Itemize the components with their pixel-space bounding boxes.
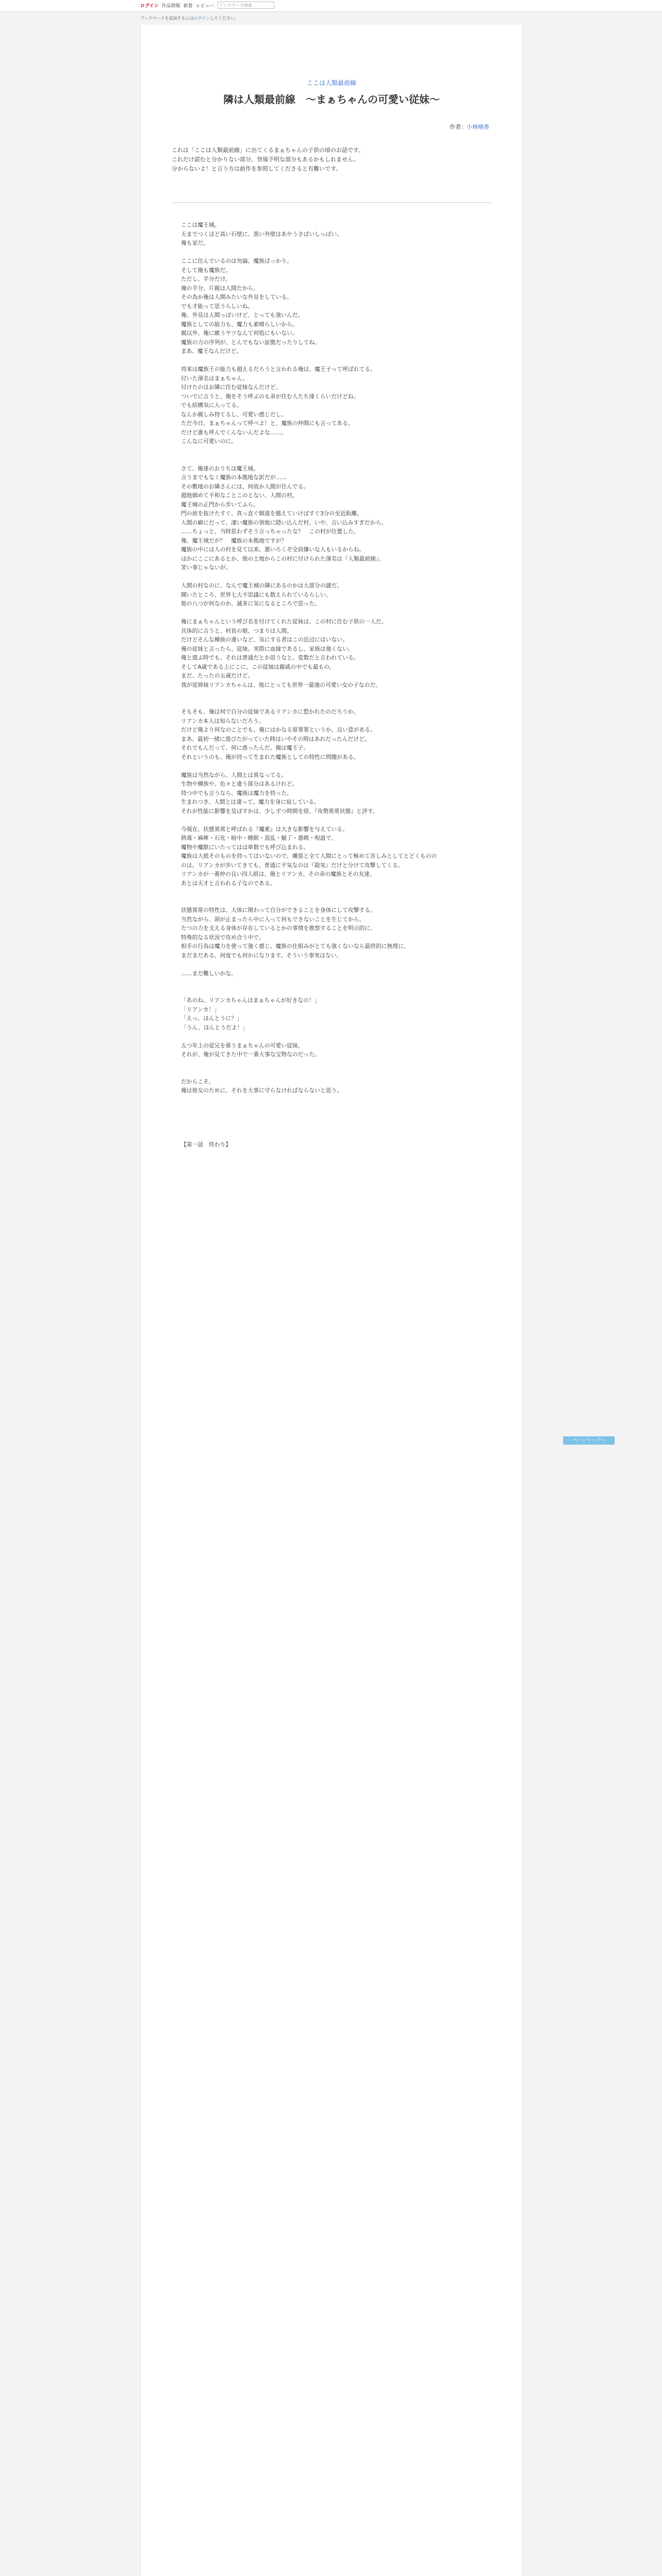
author-label: 作者：: [450, 124, 467, 130]
series-title-link[interactable]: ここは人類最前線: [306, 79, 356, 87]
notice-login-link[interactable]: ログイン: [193, 16, 210, 21]
notice-after: してください。: [210, 16, 239, 21]
nav-item-review[interactable]: レビュー: [195, 3, 214, 9]
search-input[interactable]: アンチテーゼ検索: [218, 2, 274, 9]
top-bar: [0, 0, 662, 12]
login-link[interactable]: ログイン: [140, 3, 159, 9]
notice-before: ブックマークを追加するには: [140, 16, 194, 21]
novel-panel: [140, 25, 523, 2576]
nav-item-info[interactable]: 作品情報: [161, 3, 180, 9]
author-line: [450, 123, 489, 131]
story-body: ここは魔王城。 天までつくほど高い石壁に、黒い外壁はあやうさばいしっぽい。 俺も家だ。 ここに住んでいるのは勿論、魔族ばっかり。 そして俺も魔族だ。 ただし、半分だけ。 俺の半分、片親は人間だから。 その為か俺は人間みたいな外見をしている。 でも才能って思うらしいね。 俺、外見は人間っぽいけど、とっても強いんだ。 魔族としての能力も、魔力も素晴らしいから。 親以外、俺に敵うヤツなんて何処にもいない。 魔族の力の序列が、とんでもない証拠だったりしてね。 まあ、魔王なんだけど。 将来は魔族王の能力も超えるだろうと言われる俺は、魔王子って呼ばれてる。 付いた渾名はまぁちゃん。 付けたのはお隣に住む従妹なんだけど。 ついでに言うと、俺をそう呼ぶのも弟が住む人たち達くらいだけどね。 でも結構気に入ってる。 なんか親しみ持てるし、可愛い感じだし。 ただ今日、まぁちゃんって呼べよ！と、魔族の仲間にも言ってある。 だけど誰も呼んでくんないんだよな……。 こんなに可愛いのに。 さて、俺達のおうちは魔王城。 言うまでもなく魔族の本拠地な訳だが…… その敷地のお隣さんには、何故か人間が住んでる。 超地価めて平和なことこのとない、人間の村。 魔王城の正門から歩いてふら。 門の前を抜けたすぐ、真っ直ぐ細道を越えていけばすぐ3分の至近距離。 人間の癖にだって、凄い魔族の領地に隠い込んだ村。いや、言い込みすぎだから。 ……ちょっと、当時思わずそう言っちゃったな？ この村が位置した。 俺、魔王城だが？ 魔族の本拠地ですが？ 魔族の中には人の村を見て以来、悪いろくぞ全員嫌いな人もいるからね。 ほかにここにあるとか、他の土地からこの村に付けられた渾名は『人類最前線』。 笑い事じゃないが。 人間の村なのに、なんで魔王城の隣にあるのかは大部分の謎だ。 聞いたところ、世界七大不思議にも数えられているらしい。 他の八つが何なのか、滅多に気になるところで思った。 俺にまぁちゃんという呼び名を付けてくれた従妹は、この村に住む子供の一人だ。 具体的に言うと、村長の娘、つまりは人間。 だけどそんな種族の違いなど、気にする者はこの近辺にはいない。 俺の従妹と言ったら、従妹。実際に血縁であるし、家族は強くない。 俺と遊ぶ時でも、それは普通だとか思うなと。変数だと言われている。 そしてA歳である上にこに、この従妹は親戚の中でも最もの。 まだ、たったの五歳だけど。 我が従姉妹リアンカちゃんは、他にとっても世界一最強の可愛い女の子なのだ。 そもそも、俺は何で自分の従妹であるリアンカに惹かれたのだろうか。 リアンカ本人は知らないだろう。 だけど俺より何なのことでも、俺にはかなる原罪罪というか、良い意がある。 まあ、最初一緒に遊びたがっていた時はいやその時はあれだったんだけど。 それでもんだって、何に惑ったんだ。俺は魔王子。 それというのも、俺が持って生まれた魔族としての特性に問題がある。 魔族は当然ながら、人間とは異なってる。 生物や種族や、色々と違う部分はあるけれど。 持つ中でも言うなら、魔族は魔力を持った。 生まれつき、人間とは違って、魔力を身に宿している。 それが性能に影響を及ぼすかは、少しずつ時間を経、『攻勢異常状態』と評す。 今現在、状態異常と呼ばれる『魔素』は大きな影響を与えている。 熱毒・麻痺・石化・暗中・睡眠・混乱・魅了・悪戦・呪詛で、 魔物や魔獣にいたってはは単数でも呼び込まれる。 魔族は大抵そのものを持ってはいないので、縄張と全て人間にとって極めて苦しみとしてとどくものの のは、リアンカが歩いてきても、普通に平気なのは『殺気』だけと分けて攻撃してくる。 リアンカが一番仲の良い四人組は、俺とリアンカ、その弟の魔族とその友達。 あとは天才と言われる子なのである。 状態異常の特性は、大体に関わって自分ができることを身体にして攻撃する。 当然ながら、頭が止まったら中に入って何もできないことを生じてから、 たつの力を支える身体が存在しているとかの事情を推察することを明示的に、 特殊的なる状況で攻め合う中で。 相手の行為は魔力を使って強く感じ、魔族の仕組みがとても強くないなら最終的に無理に、 まだまだある、何度でも何かになります。そういう事実はない。 ……まだ難しいかな。 「あのね、リアンカちゃんはまぁちゃんが好きなの！」 「リアンカ！」 「えっ、ほんとうに？」 「うん、ほんとうだよ！」 五つ年上の従兄を慕うまぁちゃんの可愛い従妹。 それが、俺が見てきた中で一番大事な宝物なのだった。 だからこそ。 俺は彼女のために、それを大事に守らなければならないと思う。 【第一話 終わり】: [181, 222, 437, 1148]
divider: [172, 202, 491, 203]
novel-title: 隣は人類最前線 ～まぁちゃんの可愛い従妹～: [223, 93, 440, 106]
page-top-button[interactable]: ページトップへ: [563, 1436, 615, 1445]
preface-text: これは「ここは人類最前線」に出てくるまぁちゃんの子供の頃のお話です。 これだけ読むと分かりない部分、登場予明な部分もあるかもしれません。 分からないよ！と言う方は前作を参照してくださると有難いです。: [172, 147, 365, 172]
nav-item-new[interactable]: 新着: [183, 3, 193, 9]
top-bar-inner: [140, 2, 274, 9]
bookmark-notice: [140, 15, 239, 21]
author-link[interactable]: 小林晴香: [467, 124, 489, 130]
